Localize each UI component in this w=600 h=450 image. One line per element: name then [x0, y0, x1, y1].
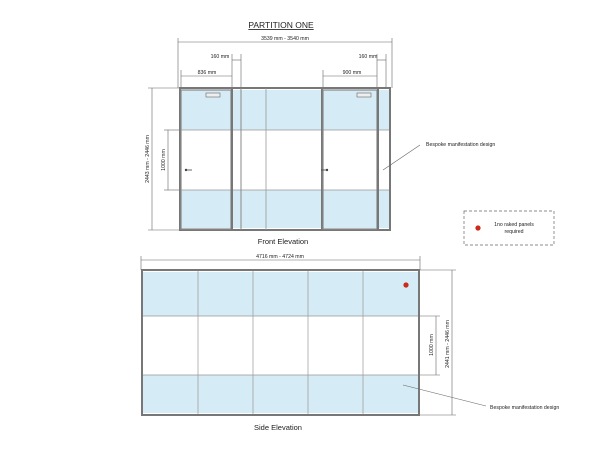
- legend-box: [464, 211, 554, 245]
- front-frosted-band-bottom: [181, 190, 389, 228]
- drawing-title: PARTITION ONE: [248, 20, 314, 30]
- side-callout-label: Bespoke manifestation design: [490, 405, 560, 411]
- front-callout-label: Bespoke manifestation design: [426, 142, 496, 148]
- legend-red-dot: [475, 225, 480, 230]
- front-height-dim-label: 2443 mm - 2446 mm: [145, 135, 151, 183]
- right-door-dim-label: 900 mm: [342, 70, 362, 76]
- side-overall-dim-label: 4716 mm - 4724 mm: [256, 254, 304, 260]
- front-callout-leader: [383, 145, 420, 170]
- side-frosted-band-top: [143, 272, 418, 316]
- legend-text-line1: 1no raked panels: [494, 222, 534, 228]
- left-door-closer: [206, 93, 220, 97]
- right-offset-dim-label: 160 mm: [358, 54, 378, 60]
- side-height-dim-label: 2441 mm - 2446 mm: [445, 320, 451, 368]
- raked-panel-marker: [403, 282, 408, 287]
- side-caption: Side Elevation: [254, 423, 302, 432]
- legend-text-line2: required: [504, 229, 524, 235]
- front-overall-dim-label: 3539 mm - 3540 mm: [261, 36, 309, 42]
- side-elevation: [141, 254, 559, 432]
- left-offset-dim-label: 160 mm: [210, 54, 230, 60]
- side-band-dim-label: 1000 mm: [429, 334, 435, 356]
- side-frosted-band-bottom: [143, 375, 418, 413]
- front-caption: Front Elevation: [257, 237, 309, 246]
- front-band-dim-label: 1000 mm: [161, 149, 167, 171]
- front-elevation: [145, 36, 495, 246]
- left-door-dim-label: 836 mm: [197, 70, 217, 76]
- right-door-closer: [357, 93, 371, 97]
